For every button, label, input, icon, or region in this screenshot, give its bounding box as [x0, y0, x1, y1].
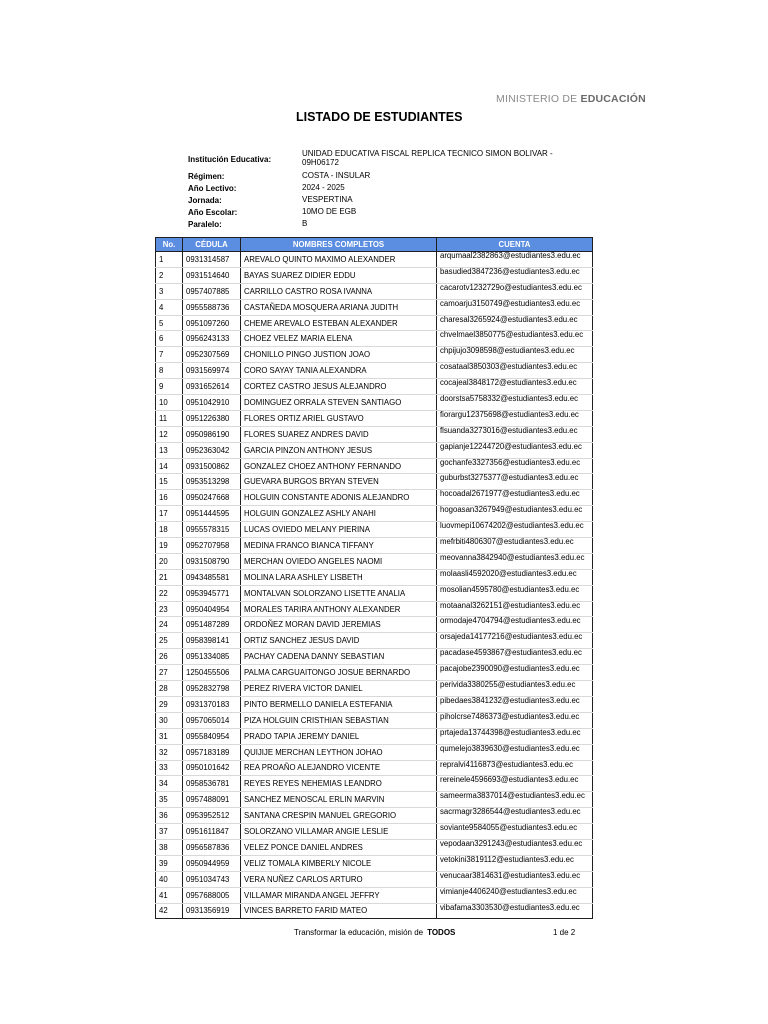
- name-cell: MERCHAN OVIEDO ANGELES NAOMI: [241, 553, 437, 569]
- cedula-cell: 0957488091: [183, 792, 241, 808]
- cedula-cell: 0950247668: [183, 490, 241, 506]
- cedula-cell: 0950944959: [183, 855, 241, 871]
- info-value: COSTA - INSULAR: [302, 171, 371, 180]
- name-cell: PEREZ RIVERA VICTOR DANIEL: [241, 681, 437, 697]
- row-number: 25: [156, 633, 183, 649]
- cedula-cell: 0953952512: [183, 808, 241, 824]
- row-number: 39: [156, 855, 183, 871]
- account-cell: ormodaje4704794@estudiantes3.edu.ec: [437, 617, 593, 633]
- name-cell: PALMA CARGUAITONGO JOSUE BERNARDO: [241, 665, 437, 681]
- account-cell: soviante9584055@estudiantes3.edu.ec: [437, 824, 593, 840]
- row-number: 27: [156, 665, 183, 681]
- name-cell: BAYAS SUAREZ DIDIER EDDU: [241, 267, 437, 283]
- account-cell: meovanna3842940@estudiantes3.edu.ec: [437, 553, 593, 569]
- row-number: 11: [156, 410, 183, 426]
- row-number: 31: [156, 728, 183, 744]
- row-number: 29: [156, 696, 183, 712]
- cedula-cell: 0951226380: [183, 410, 241, 426]
- name-cell: FLORES SUAREZ ANDRES DAVID: [241, 426, 437, 442]
- row-number: 12: [156, 426, 183, 442]
- account-cell: hocoadal2671977@estudiantes3.edu.ec: [437, 490, 593, 506]
- account-cell: cocajeal3848172@estudiantes3.edu.ec: [437, 379, 593, 395]
- name-cell: HOLGUIN GONZALEZ ASHLY ANAHI: [241, 506, 437, 522]
- name-cell: PRADO TAPIA JEREMY DANIEL: [241, 728, 437, 744]
- row-number: 3: [156, 283, 183, 299]
- cedula-cell: 0958536781: [183, 776, 241, 792]
- row-number: 21: [156, 569, 183, 585]
- name-cell: ORTIZ SANCHEZ JESUS DAVID: [241, 633, 437, 649]
- row-number: 26: [156, 649, 183, 665]
- table-row: [156, 331, 593, 347]
- cedula-cell: 0931314587: [183, 252, 241, 268]
- table-row: [156, 410, 593, 426]
- cedula-cell: 0931508790: [183, 553, 241, 569]
- row-number: 9: [156, 379, 183, 395]
- cedula-cell: 0951042910: [183, 395, 241, 411]
- cedula-cell: 0951334085: [183, 649, 241, 665]
- account-cell: sameerma3837014@estudiantes3.edu.ec: [437, 792, 593, 808]
- account-cell: cosataal3850303@estudiantes3.edu.ec: [437, 363, 593, 379]
- row-number: 8: [156, 363, 183, 379]
- account-cell: gapianje12244720@estudiantes3.edu.ec: [437, 442, 593, 458]
- table-header-row: [156, 238, 593, 252]
- info-value-line: 09H06172: [302, 157, 339, 167]
- table-row: [156, 871, 593, 887]
- account-cell: vetokini3819112@estudiantes3.edu.ec: [437, 855, 593, 871]
- table-row: [156, 267, 593, 283]
- cedula-cell: 0955578315: [183, 522, 241, 538]
- account-cell: mosolian4595780@estudiantes3.edu.ec: [437, 585, 593, 601]
- account-cell: charesal3265924@estudiantes3.edu.ec: [437, 315, 593, 331]
- account-cell: prtajeda13744398@estudiantes3.edu.ec: [437, 728, 593, 744]
- cedula-cell: 0951487289: [183, 617, 241, 633]
- info-label: Institución Educativa:: [188, 155, 272, 164]
- table-row: [156, 442, 593, 458]
- info-value: B: [302, 219, 308, 228]
- table-row: [156, 744, 593, 760]
- info-label: Año Escolar:: [188, 208, 238, 217]
- row-number: 5: [156, 315, 183, 331]
- account-cell: flsuanda3273016@estudiantes3.edu.ec: [437, 426, 593, 442]
- account-cell: venucaar3814631@estudiantes3.edu.ec: [437, 871, 593, 887]
- account-cell: arqumaal2382863@estudiantes3.edu.ec: [437, 252, 593, 268]
- name-cell: SANTANA CRESPIN MANUEL GREGORIO: [241, 808, 437, 824]
- account-cell: vibafama3303530@estudiantes3.edu.ec: [437, 903, 593, 919]
- row-number: 41: [156, 887, 183, 903]
- cedula-cell: 0957183189: [183, 744, 241, 760]
- account-cell: pacajobe2390090@estudiantes3.edu.ec: [437, 665, 593, 681]
- name-cell: GUEVARA BURGOS BRYAN STEVEN: [241, 474, 437, 490]
- table-row: [156, 379, 593, 395]
- row-number: 40: [156, 871, 183, 887]
- info-label: Año Lectivo:: [188, 184, 237, 193]
- account-cell: fiorargu12375698@estudiantes3.edu.ec: [437, 410, 593, 426]
- account-cell: pacadase4593867@estudiantes3.edu.ec: [437, 649, 593, 665]
- cedula-cell: 0931514640: [183, 267, 241, 283]
- cedula-cell: 0931370183: [183, 696, 241, 712]
- cedula-cell: 0953945771: [183, 585, 241, 601]
- table-row: [156, 696, 593, 712]
- info-value: VESPERTINA: [302, 195, 353, 204]
- account-cell: vepodaan3291243@estudiantes3.edu.ec: [437, 839, 593, 855]
- row-number: 7: [156, 347, 183, 363]
- name-cell: QUIJIJE MERCHAN LEYTHON JOHAO: [241, 744, 437, 760]
- account-cell: rereinele4596693@estudiantes3.edu.ec: [437, 776, 593, 792]
- name-cell: FLORES ORTIZ ARIEL GUSTAVO: [241, 410, 437, 426]
- row-number: 33: [156, 760, 183, 776]
- info-value: [302, 150, 553, 167]
- name-cell: VILLAMAR MIRANDA ANGEL JEFFRY: [241, 887, 437, 903]
- row-number: 14: [156, 458, 183, 474]
- account-cell: camoarju3150749@estudiantes3.edu.ec: [437, 299, 593, 315]
- table-row: [156, 569, 593, 585]
- name-cell: REYES REYES NEHEMIAS LEANDRO: [241, 776, 437, 792]
- info-value: 2024 - 2025: [302, 183, 345, 192]
- table-row: [156, 490, 593, 506]
- row-number: 4: [156, 299, 183, 315]
- table-row: [156, 347, 593, 363]
- info-label: Jornada:: [188, 196, 222, 205]
- footer-text: Transformar la educación, misión de: [294, 928, 424, 937]
- row-number: 19: [156, 538, 183, 554]
- table-row: [156, 665, 593, 681]
- account-cell: basudied3847236@estudiantes3.edu.ec: [437, 267, 593, 283]
- table-row: [156, 824, 593, 840]
- name-cell: DOMINGUEZ ORRALA STEVEN SANTIAGO: [241, 395, 437, 411]
- row-number: 13: [156, 442, 183, 458]
- name-cell: PINTO BERMELLO DANIELA ESTEFANIA: [241, 696, 437, 712]
- name-cell: VELIZ TOMALA KIMBERLY NICOLE: [241, 855, 437, 871]
- row-number: 36: [156, 808, 183, 824]
- cedula-cell: 0956587836: [183, 839, 241, 855]
- table-row: [156, 839, 593, 855]
- name-cell: MORALES TARIRA ANTHONY ALEXANDER: [241, 601, 437, 617]
- name-cell: VINCES BARRETO FARID MATEO: [241, 903, 437, 919]
- cedula-cell: 0955840954: [183, 728, 241, 744]
- info-label: Régimen:: [188, 172, 225, 181]
- name-cell: CHOEZ VELEZ MARIA ELENA: [241, 331, 437, 347]
- name-cell: GARCIA PINZON ANTHONY JESUS: [241, 442, 437, 458]
- cedula-cell: 0951611847: [183, 824, 241, 840]
- cedula-cell: 0931652614: [183, 379, 241, 395]
- table-row: [156, 395, 593, 411]
- table-row: [156, 712, 593, 728]
- name-cell: ORDOÑEZ MORAN DAVID JEREMIAS: [241, 617, 437, 633]
- table-row: [156, 474, 593, 490]
- row-number: 6: [156, 331, 183, 347]
- name-cell: LUCAS OVIEDO MELANY PIERINA: [241, 522, 437, 538]
- name-cell: AREVALO QUINTO MAXIMO ALEXANDER: [241, 252, 437, 268]
- logo-text-strong: EDUCACIÓN: [580, 93, 646, 105]
- account-cell: qumelejo3839630@estudiantes3.edu.ec: [437, 744, 593, 760]
- cedula-cell: 0931500862: [183, 458, 241, 474]
- col-header-names: NOMBRES COMPLETOS: [241, 238, 437, 252]
- table-row: [156, 903, 593, 919]
- name-cell: HOLGUIN CONSTANTE ADONIS ALEJANDRO: [241, 490, 437, 506]
- cedula-cell: 0931356919: [183, 903, 241, 919]
- name-cell: MEDINA FRANCO BIANCA TIFFANY: [241, 538, 437, 554]
- account-cell: gochanfe3327356@estudiantes3.edu.ec: [437, 458, 593, 474]
- table-row: [156, 887, 593, 903]
- logo-text-light: MINISTERIO DE: [496, 93, 581, 105]
- ministry-logo: [496, 93, 646, 105]
- table-row: [156, 585, 593, 601]
- account-cell: molaasli4592020@estudiantes3.edu.ec: [437, 569, 593, 585]
- cedula-cell: 0953513298: [183, 474, 241, 490]
- cedula-cell: 0950404954: [183, 601, 241, 617]
- name-cell: VELEZ PONCE DANIEL ANDRES: [241, 839, 437, 855]
- table-row: [156, 522, 593, 538]
- name-cell: CORO SAYAY TANIA ALEXANDRA: [241, 363, 437, 379]
- account-cell: guburbst3275377@estudiantes3.edu.ec: [437, 474, 593, 490]
- cedula-cell: 0958398141: [183, 633, 241, 649]
- name-cell: REA PROAÑO ALEJANDRO VICENTE: [241, 760, 437, 776]
- table-row: [156, 538, 593, 554]
- name-cell: SANCHEZ MENOSCAL ERLIN MARVIN: [241, 792, 437, 808]
- account-cell: chpijujo3098598@estudiantes3.edu.ec: [437, 347, 593, 363]
- name-cell: CORTEZ CASTRO JESUS ALEJANDRO: [241, 379, 437, 395]
- account-cell: pibedaes3841232@estudiantes3.edu.ec: [437, 696, 593, 712]
- cedula-cell: 0943485581: [183, 569, 241, 585]
- info-value: 10MO DE EGB: [302, 207, 357, 216]
- name-cell: MOLINA LARA ASHLEY LISBETH: [241, 569, 437, 585]
- table-row: [156, 649, 593, 665]
- row-number: 17: [156, 506, 183, 522]
- table-row: [156, 792, 593, 808]
- table-row: [156, 776, 593, 792]
- cedula-cell: 0951444595: [183, 506, 241, 522]
- table-row: [156, 633, 593, 649]
- cedula-cell: 0951034743: [183, 871, 241, 887]
- table-row: [156, 458, 593, 474]
- name-cell: CHEME AREVALO ESTEBAN ALEXANDER: [241, 315, 437, 331]
- table-row: [156, 315, 593, 331]
- table-row: [156, 808, 593, 824]
- page-number: 1 de 2: [553, 928, 576, 937]
- row-number: 34: [156, 776, 183, 792]
- name-cell: PIZA HOLGUIN CRISTHIAN SEBASTIAN: [241, 712, 437, 728]
- table-row: [156, 855, 593, 871]
- row-number: 37: [156, 824, 183, 840]
- cedula-cell: 0952707958: [183, 538, 241, 554]
- account-cell: repralvi4116873@estudiantes3.edu.ec: [437, 760, 593, 776]
- table-row: [156, 617, 593, 633]
- table-row: [156, 252, 593, 268]
- name-cell: CARRILLO CASTRO ROSA IVANNA: [241, 283, 437, 299]
- row-number: 18: [156, 522, 183, 538]
- name-cell: MONTALVAN SOLORZANO LISETTE ANALIA: [241, 585, 437, 601]
- name-cell: VERA NUÑEZ CARLOS ARTURO: [241, 871, 437, 887]
- col-header-number: No.: [156, 238, 183, 252]
- account-cell: sacrmagr3286544@estudiantes3.edu.ec: [437, 808, 593, 824]
- cedula-cell: 0957407885: [183, 283, 241, 299]
- footer-strong: TODOS: [427, 928, 456, 937]
- account-cell: chvelmael3850775@estudiantes3.edu.ec: [437, 331, 593, 347]
- name-cell: CASTAÑEDA MOSQUERA ARIANA JUDITH: [241, 299, 437, 315]
- info-value-line: UNIDAD EDUCATIVA FISCAL REPLICA TECNICO SIMON BOLIVAR -: [302, 149, 553, 158]
- account-cell: piholcrse7486373@estudiantes3.edu.ec: [437, 712, 593, 728]
- row-number: 24: [156, 617, 183, 633]
- footer-slogan: [294, 928, 455, 937]
- table-row: [156, 283, 593, 299]
- table-row: [156, 506, 593, 522]
- cedula-cell: 0950986190: [183, 426, 241, 442]
- account-cell: cacarotv1232729o@estudiantes3.edu.ec: [437, 283, 593, 299]
- table-row: [156, 426, 593, 442]
- account-cell: perivida3380255@estudiantes3.edu.ec: [437, 681, 593, 697]
- cedula-cell: 0957065014: [183, 712, 241, 728]
- name-cell: CHONILLO PINGO JUSTION JOAO: [241, 347, 437, 363]
- row-number: 30: [156, 712, 183, 728]
- cedula-cell: 0950101642: [183, 760, 241, 776]
- info-label: Paralelo:: [188, 220, 222, 229]
- row-number: 10: [156, 395, 183, 411]
- row-number: 15: [156, 474, 183, 490]
- table-row: [156, 363, 593, 379]
- row-number: 22: [156, 585, 183, 601]
- account-cell: luovmepi10674202@estudiantes3.edu.ec: [437, 522, 593, 538]
- row-number: 32: [156, 744, 183, 760]
- account-cell: doorstsa5758332@estudiantes3.edu.ec: [437, 395, 593, 411]
- students-table: [155, 237, 593, 919]
- row-number: 1: [156, 252, 183, 268]
- account-cell: vimianje4406240@estudiantes3.edu.ec: [437, 887, 593, 903]
- cedula-cell: 0931569974: [183, 363, 241, 379]
- cedula-cell: 0952832798: [183, 681, 241, 697]
- col-header-cedula: CÉDULA: [183, 238, 241, 252]
- row-number: 20: [156, 553, 183, 569]
- col-header-account: CUENTA: [437, 238, 593, 252]
- cedula-cell: 1250455506: [183, 665, 241, 681]
- name-cell: GONZALEZ CHOEZ ANTHONY FERNANDO: [241, 458, 437, 474]
- cedula-cell: 0952307569: [183, 347, 241, 363]
- row-number: 38: [156, 839, 183, 855]
- cedula-cell: 0951097260: [183, 315, 241, 331]
- cedula-cell: 0952363042: [183, 442, 241, 458]
- cedula-cell: 0957688005: [183, 887, 241, 903]
- row-number: 35: [156, 792, 183, 808]
- row-number: 2: [156, 267, 183, 283]
- table-row: [156, 553, 593, 569]
- table-row: [156, 681, 593, 697]
- account-cell: motaanal3262151@estudiantes3.edu.ec: [437, 601, 593, 617]
- account-cell: mefrbiti4806307@estudiantes3.edu.ec: [437, 538, 593, 554]
- name-cell: PACHAY CADENA DANNY SEBASTIAN: [241, 649, 437, 665]
- row-number: 23: [156, 601, 183, 617]
- table-row: [156, 601, 593, 617]
- account-cell: orsajeda14177216@estudiantes3.edu.ec: [437, 633, 593, 649]
- account-cell: hogoasan3267949@estudiantes3.edu.ec: [437, 506, 593, 522]
- row-number: 16: [156, 490, 183, 506]
- table-row: [156, 760, 593, 776]
- cedula-cell: 0956243133: [183, 331, 241, 347]
- row-number: 42: [156, 903, 183, 919]
- cedula-cell: 0955588736: [183, 299, 241, 315]
- table-row: [156, 728, 593, 744]
- row-number: 28: [156, 681, 183, 697]
- page-title: LISTADO DE ESTUDIANTES: [296, 110, 463, 124]
- table-row: [156, 299, 593, 315]
- name-cell: SOLORZANO VILLAMAR ANGIE LESLIE: [241, 824, 437, 840]
